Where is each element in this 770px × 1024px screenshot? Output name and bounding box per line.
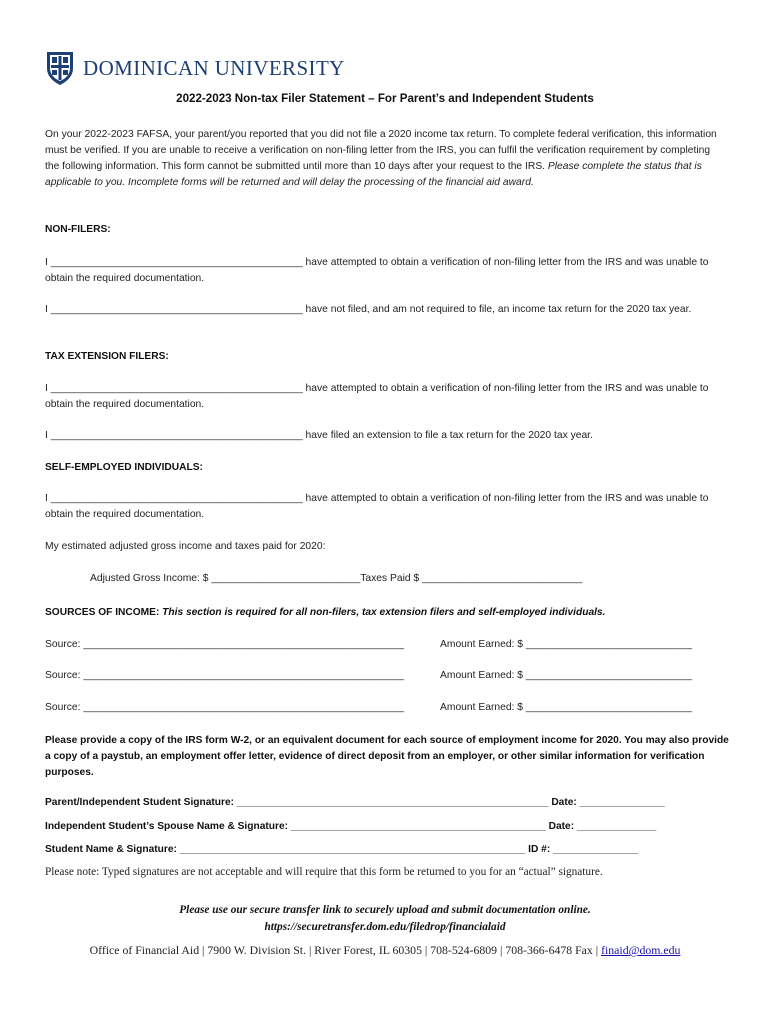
documentation-instruction: Please provide a copy of the IRS form W-2, or an equivalent document for each source of employment income for 2020. You may also provide a copy of a paystub, an employment offer letter, evidence of direct deposit from an employer, or other similar information for verification purposes. (45, 735, 729, 778)
source-field-2: Source: ________________________________________________________ (45, 670, 405, 681)
intro-italic: Please complete the status that is applicable to you. Incomplete forms will be returned and will delay the processing of the financial aid award. (45, 161, 702, 188)
email-link[interactable]: finaid@dom.edu (601, 943, 681, 957)
tax-extension-line-1: I ____________________________________________ have attempted to obtain a verification of non-filing letter from the IRS and was unable to obtain the required documentation. (45, 383, 709, 410)
upload-link[interactable]: https://securetransfer.dom.edu/filedrop/financialaid (264, 921, 506, 933)
student-signature-line: Student Name & Signature: _____________________________________________________________ ID #: _______________ (45, 844, 639, 855)
income-estimate-label: My estimated adjusted gross income and taxes paid for 2020: (45, 541, 326, 552)
non-filers-heading: NON-FILERS: (45, 224, 111, 235)
source-field-3: Source: ________________________________________________________ (45, 702, 405, 713)
office-contact-line (0, 943, 770, 958)
university-logo (45, 50, 345, 86)
sources-heading-italic: This section is required for all non-filers, tax extension filers and self-employed individuals. (162, 607, 606, 618)
sources-heading-bold: SOURCES OF INCOME: (45, 607, 163, 618)
sources-heading (45, 607, 605, 618)
non-filers-line-2: I ____________________________________________ have not filed, and am not required to file, an income tax return for the 2020 tax year. (45, 304, 692, 315)
non-filers-line-1: I ____________________________________________ have attempted to obtain a verification of non-filing letter from the IRS and was unable to obtain the required documentation. (45, 257, 709, 284)
office-address: Office of Financial Aid | 7900 W. Division St. | River Forest, IL 60305 | 708-524-6809 | 708-366-6478 Fax | (89, 943, 602, 957)
source-field-1: Source: ________________________________________________________ (45, 639, 405, 650)
spouse-signature-line: Independent Student’s Spouse Name & Signature: _____________________________________________ Date: ______________ (45, 821, 657, 832)
intro-paragraph (45, 127, 725, 191)
typed-signature-note: Please note: Typed signatures are not acceptable and will require that this form be returned to you for an “actual” signature. (45, 866, 603, 878)
crest-icon (45, 50, 75, 86)
tax-extension-line-2: I ____________________________________________ have filed an extension to file a tax return for the 2020 tax year. (45, 430, 593, 441)
parent-signature-line: Parent/Independent Student Signature: _______________________________________________________ Date: _______________ (45, 797, 665, 808)
agi-taxes-line: Adjusted Gross Income: $ __________________________Taxes Paid $ ____________________________ (90, 573, 583, 584)
upload-instruction: Please use our secure transfer link to securely upload and submit documentation online. (179, 904, 591, 916)
amount-field-1: Amount Earned: $ _____________________________ (440, 639, 692, 650)
self-employed-line-1: I ____________________________________________ have attempted to obtain a verification of non-filing letter from the IRS and was unable to obtain the required documentation. (45, 493, 709, 520)
self-employed-heading: SELF-EMPLOYED INDIVIDUALS: (45, 462, 203, 473)
logo-text: DOMINICAN UNIVERSITY (83, 55, 345, 80)
amount-field-2: Amount Earned: $ _____________________________ (440, 670, 692, 681)
tax-extension-heading: TAX EXTENSION FILERS: (45, 351, 169, 362)
form-title: 2022-2023 Non-tax Filer Statement – For Parent’s and Independent Students (176, 92, 594, 105)
amount-field-3: Amount Earned: $ _____________________________ (440, 702, 692, 713)
intro-text: On your 2022-2023 FAFSA, your parent/you reported that you did not file a 2020 income tax return. To complete federal verification, this information must be verified. If you are unable to receive a verification on non-filing letter from the IRS, you can fulfil the verification requirement by completing the following information. This form cannot be submitted until more than 10 days after your request to the IRS. (45, 129, 717, 172)
